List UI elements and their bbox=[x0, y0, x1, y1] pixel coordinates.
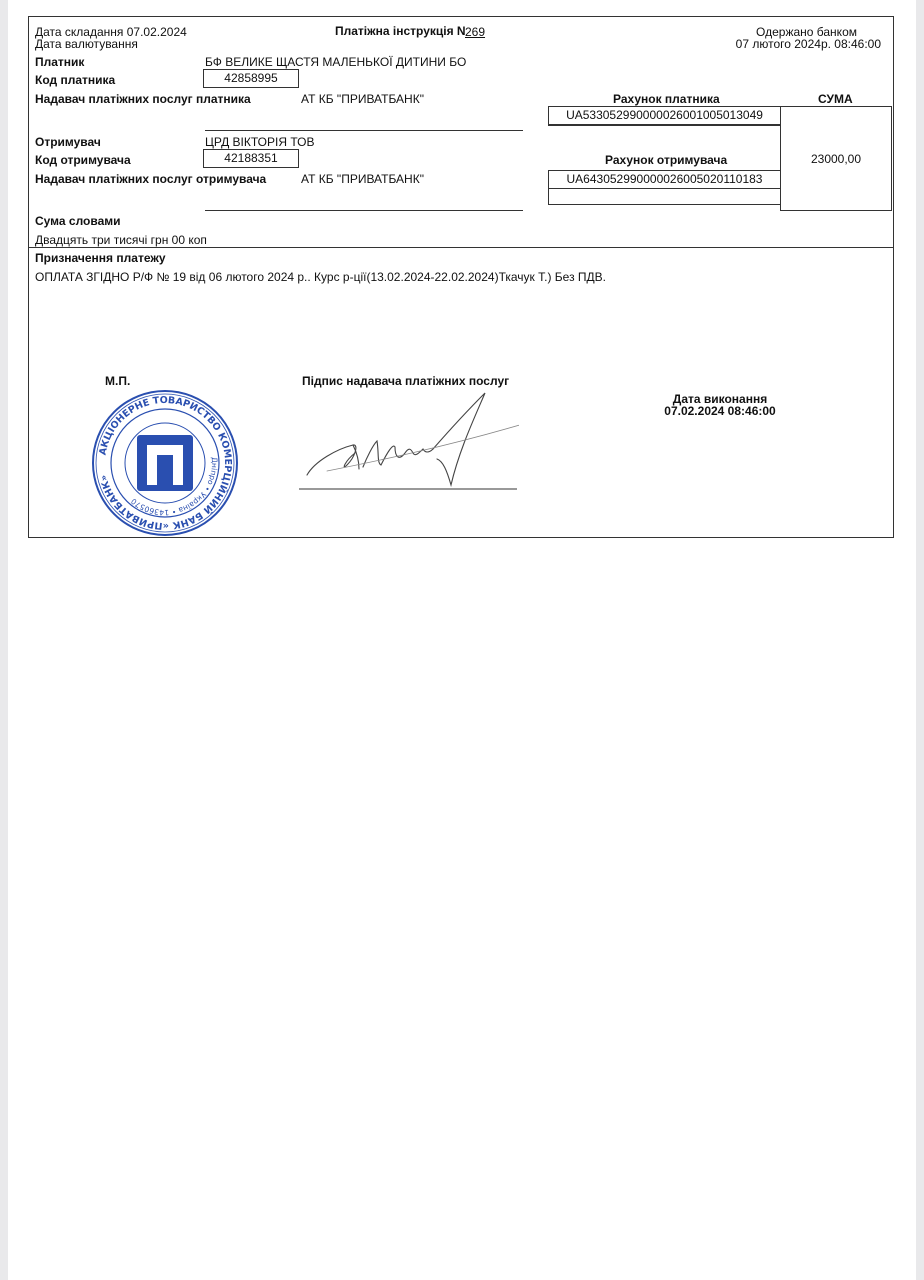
payer-provider: АТ КБ "ПРИВАТБАНК" bbox=[301, 92, 424, 106]
recipient-code: 42188351 bbox=[203, 149, 299, 168]
amount-words-divider bbox=[29, 247, 893, 248]
stamp-inner-text: Дніпро • Україна • 14360570 bbox=[129, 456, 220, 518]
purpose-value: ОПЛАТА ЗГІДНО Р/Ф № 19 від 06 лютого 2024 р.. Курс р-ції(13.02.2024-22.02.2024)Ткачук Т.) Без ПДВ. bbox=[35, 270, 607, 284]
payer-label: Платник bbox=[35, 55, 85, 69]
received-by-bank-label: Одержано банком bbox=[756, 25, 857, 39]
recipient-provider: АТ КБ "ПРИВАТБАНК" bbox=[301, 172, 424, 186]
stamp-outer-text: АКЦІОНЕРНЕ ТОВАРИСТВО КОМЕРЦІЙНИЙ БАНК «ПРИВАТБАНК» bbox=[97, 394, 234, 532]
payer-divider bbox=[205, 130, 523, 131]
document-title: Платіжна інструкція N bbox=[335, 24, 466, 38]
amount-words-label: Сума словами bbox=[35, 214, 121, 228]
amount-words-value: Двадцять три тисячі грн 00 коп bbox=[35, 233, 207, 247]
document-number: 269 bbox=[465, 25, 486, 39]
payer-name: БФ ВЕЛИКЕ ЩАСТЯ МАЛЕНЬКОЇ ДИТИНИ БО bbox=[205, 55, 467, 69]
privatbank-logo-icon bbox=[137, 435, 193, 491]
payment-instruction-form bbox=[28, 16, 894, 538]
execution-date: 07.02.2024 08:46:00 bbox=[664, 404, 776, 418]
recipient-provider-label: Надавач платіжних послуг отримувача bbox=[35, 172, 267, 186]
date-created: Дата складання 07.02.2024 bbox=[35, 25, 187, 39]
payer-account: UA533052990000026001005013049 bbox=[548, 106, 781, 125]
stamp-label: М.П. bbox=[105, 374, 131, 388]
recipient-account-box bbox=[548, 170, 781, 205]
payer-account-underline bbox=[548, 125, 780, 126]
payer-account-label: Рахунок платника bbox=[613, 92, 720, 106]
bank-stamp bbox=[89, 387, 241, 539]
signature-image bbox=[297, 387, 519, 495]
recipient-divider bbox=[205, 210, 523, 211]
purpose-label: Призначення платежу bbox=[35, 251, 166, 265]
received-date: 07 лютого 2024р. 08:46:00 bbox=[735, 37, 881, 51]
value-date-label: Дата валютування bbox=[35, 37, 138, 51]
amount-value: 23000,00 bbox=[780, 106, 892, 211]
execution-date-label: Дата виконання bbox=[672, 392, 768, 406]
payer-provider-label: Надавач платіжних послуг платника bbox=[35, 92, 251, 106]
recipient-name: ЦРД ВІКТОРІЯ ТОВ bbox=[205, 135, 315, 149]
payer-code-label: Код платника bbox=[35, 73, 116, 87]
recipient-label: Отримувач bbox=[35, 135, 101, 149]
recipient-account: UA643052990000026005020110183 bbox=[549, 171, 780, 189]
payer-code: 42858995 bbox=[203, 69, 299, 88]
recipient-code-label: Код отримувача bbox=[35, 153, 131, 167]
amount-label: СУМА bbox=[818, 92, 853, 106]
recipient-account-label: Рахунок отримувача bbox=[605, 153, 728, 167]
signature-label: Підпис надавача платіжних послуг bbox=[302, 374, 510, 388]
